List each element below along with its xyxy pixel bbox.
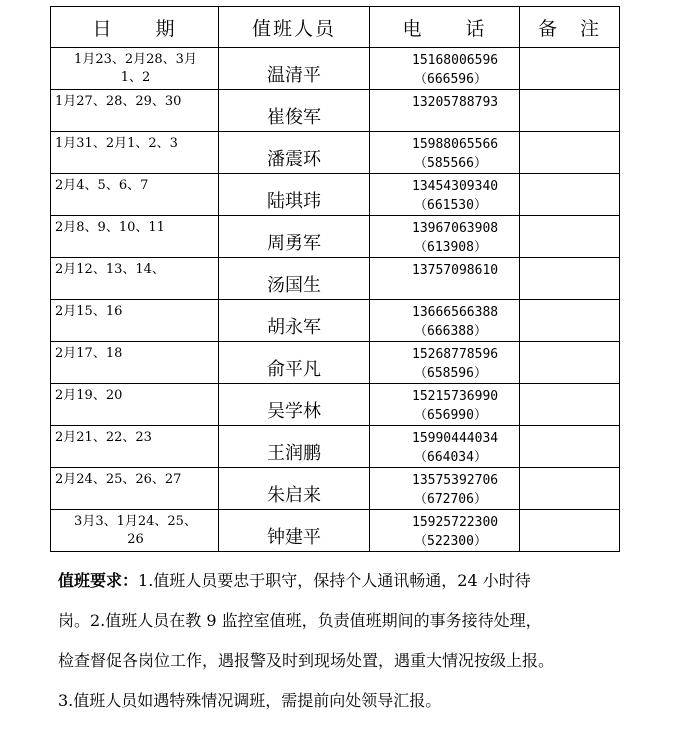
phone-cell bbox=[370, 132, 520, 174]
phone-number: 13757098610 bbox=[412, 263, 499, 278]
header-note: 备 注 bbox=[520, 7, 620, 48]
table-row bbox=[51, 174, 620, 216]
person-cell: 汤国生 bbox=[219, 258, 370, 300]
phone-cell bbox=[370, 174, 520, 216]
short-number: （672706） bbox=[414, 492, 487, 507]
date-cell: 2月17、18 bbox=[51, 342, 219, 384]
phone-number: 13205788793 bbox=[412, 95, 499, 110]
short-number: （613908） bbox=[414, 240, 487, 255]
note-cell bbox=[520, 342, 620, 384]
table-row bbox=[51, 384, 620, 426]
table-row bbox=[51, 90, 620, 132]
note-cell bbox=[520, 300, 620, 342]
note-cell bbox=[520, 510, 620, 552]
person-cell: 王润鹏 bbox=[219, 426, 370, 468]
short-number: （666388） bbox=[414, 324, 487, 339]
person-cell: 崔俊军 bbox=[219, 90, 370, 132]
date-cell: 3月3、1月24、25、 26 bbox=[51, 510, 219, 552]
phone-cell bbox=[370, 48, 520, 90]
short-number: （666596） bbox=[414, 72, 487, 87]
short-number: （522300） bbox=[414, 534, 487, 549]
requirements-line-1: 值班要求：1.值班人员要忠于职守，保持个人通讯畅通，24 小时待 bbox=[58, 571, 531, 590]
requirements-label: 值班要求： bbox=[58, 571, 139, 590]
person-cell: 俞平凡 bbox=[219, 342, 370, 384]
person-cell: 钟建平 bbox=[219, 510, 370, 552]
phone-number: 15988065566 bbox=[412, 137, 499, 152]
table-row bbox=[51, 510, 620, 552]
note-cell bbox=[520, 174, 620, 216]
table-header-row bbox=[51, 7, 620, 48]
table-row bbox=[51, 48, 620, 90]
note-cell bbox=[520, 384, 620, 426]
phone-number: 13666566388 bbox=[412, 305, 499, 320]
phone-cell bbox=[370, 300, 520, 342]
note-cell bbox=[520, 132, 620, 174]
phone-number: 15990444034 bbox=[412, 431, 499, 446]
phone-number: 13967063908 bbox=[412, 221, 499, 236]
duty-requirements bbox=[58, 561, 618, 721]
phone-cell bbox=[370, 426, 520, 468]
table-row bbox=[51, 342, 620, 384]
note-cell bbox=[520, 48, 620, 90]
date-cell: 2月8、9、10、11 bbox=[51, 216, 219, 258]
phone-number: 13454309340 bbox=[412, 179, 499, 194]
short-number: （661530） bbox=[414, 198, 487, 213]
person-cell: 潘震环 bbox=[219, 132, 370, 174]
note-cell bbox=[520, 468, 620, 510]
short-number: （658596） bbox=[414, 366, 487, 381]
date-cell: 2月21、22、23 bbox=[51, 426, 219, 468]
person-cell: 陆琪玮 bbox=[219, 174, 370, 216]
date-cell: 2月15、16 bbox=[51, 300, 219, 342]
table-row bbox=[51, 216, 620, 258]
person-cell: 温清平 bbox=[219, 48, 370, 90]
date-cell: 1月23、2月28、3月 1、2 bbox=[51, 48, 219, 90]
note-cell bbox=[520, 216, 620, 258]
date-cell: 2月19、20 bbox=[51, 384, 219, 426]
person-cell: 胡永军 bbox=[219, 300, 370, 342]
person-cell: 周勇军 bbox=[219, 216, 370, 258]
phone-cell bbox=[370, 258, 520, 300]
person-cell: 吴学林 bbox=[219, 384, 370, 426]
table-row bbox=[51, 300, 620, 342]
requirements-line-2: 岗。2.值班人员在教 9 监控室值班，负责值班期间的事务接待处理， bbox=[58, 611, 542, 630]
phone-cell bbox=[370, 510, 520, 552]
note-cell bbox=[520, 426, 620, 468]
table-row bbox=[51, 132, 620, 174]
requirements-line-3: 检查督促各岗位工作，遇报警及时到现场处置，遇重大情况按级上报。 bbox=[58, 651, 555, 670]
table-row bbox=[51, 468, 620, 510]
header-phone: 电 话 bbox=[370, 7, 520, 48]
date-cell: 2月24、25、26、27 bbox=[51, 468, 219, 510]
phone-number: 15215736990 bbox=[412, 389, 499, 404]
duty-schedule-table bbox=[50, 6, 620, 552]
note-cell bbox=[520, 90, 620, 132]
short-number: （585566） bbox=[414, 156, 487, 171]
date-cell: 2月4、5、6、7 bbox=[51, 174, 219, 216]
date-cell: 1月31、2月1、2、3 bbox=[51, 132, 219, 174]
phone-number: 13575392706 bbox=[412, 473, 499, 488]
table-row bbox=[51, 426, 620, 468]
date-cell: 1月27、28、29、30 bbox=[51, 90, 219, 132]
note-cell bbox=[520, 258, 620, 300]
phone-number: 15168006596 bbox=[412, 53, 499, 68]
person-cell: 朱启来 bbox=[219, 468, 370, 510]
short-number: （656990） bbox=[414, 408, 487, 423]
phone-cell bbox=[370, 342, 520, 384]
requirements-line-4: 3.值班人员如遇特殊情况调班，需提前向处领导汇报。 bbox=[58, 691, 442, 710]
date-cell: 2月12、13、14、 bbox=[51, 258, 219, 300]
phone-number: 15925722300 bbox=[412, 515, 499, 530]
table-row bbox=[51, 258, 620, 300]
header-person: 值班人员 bbox=[219, 7, 370, 48]
phone-cell bbox=[370, 468, 520, 510]
phone-cell bbox=[370, 90, 520, 132]
header-date: 日 期 bbox=[51, 7, 219, 48]
phone-cell bbox=[370, 216, 520, 258]
phone-number: 15268778596 bbox=[412, 347, 499, 362]
short-number: （664034） bbox=[414, 450, 487, 465]
phone-cell bbox=[370, 384, 520, 426]
